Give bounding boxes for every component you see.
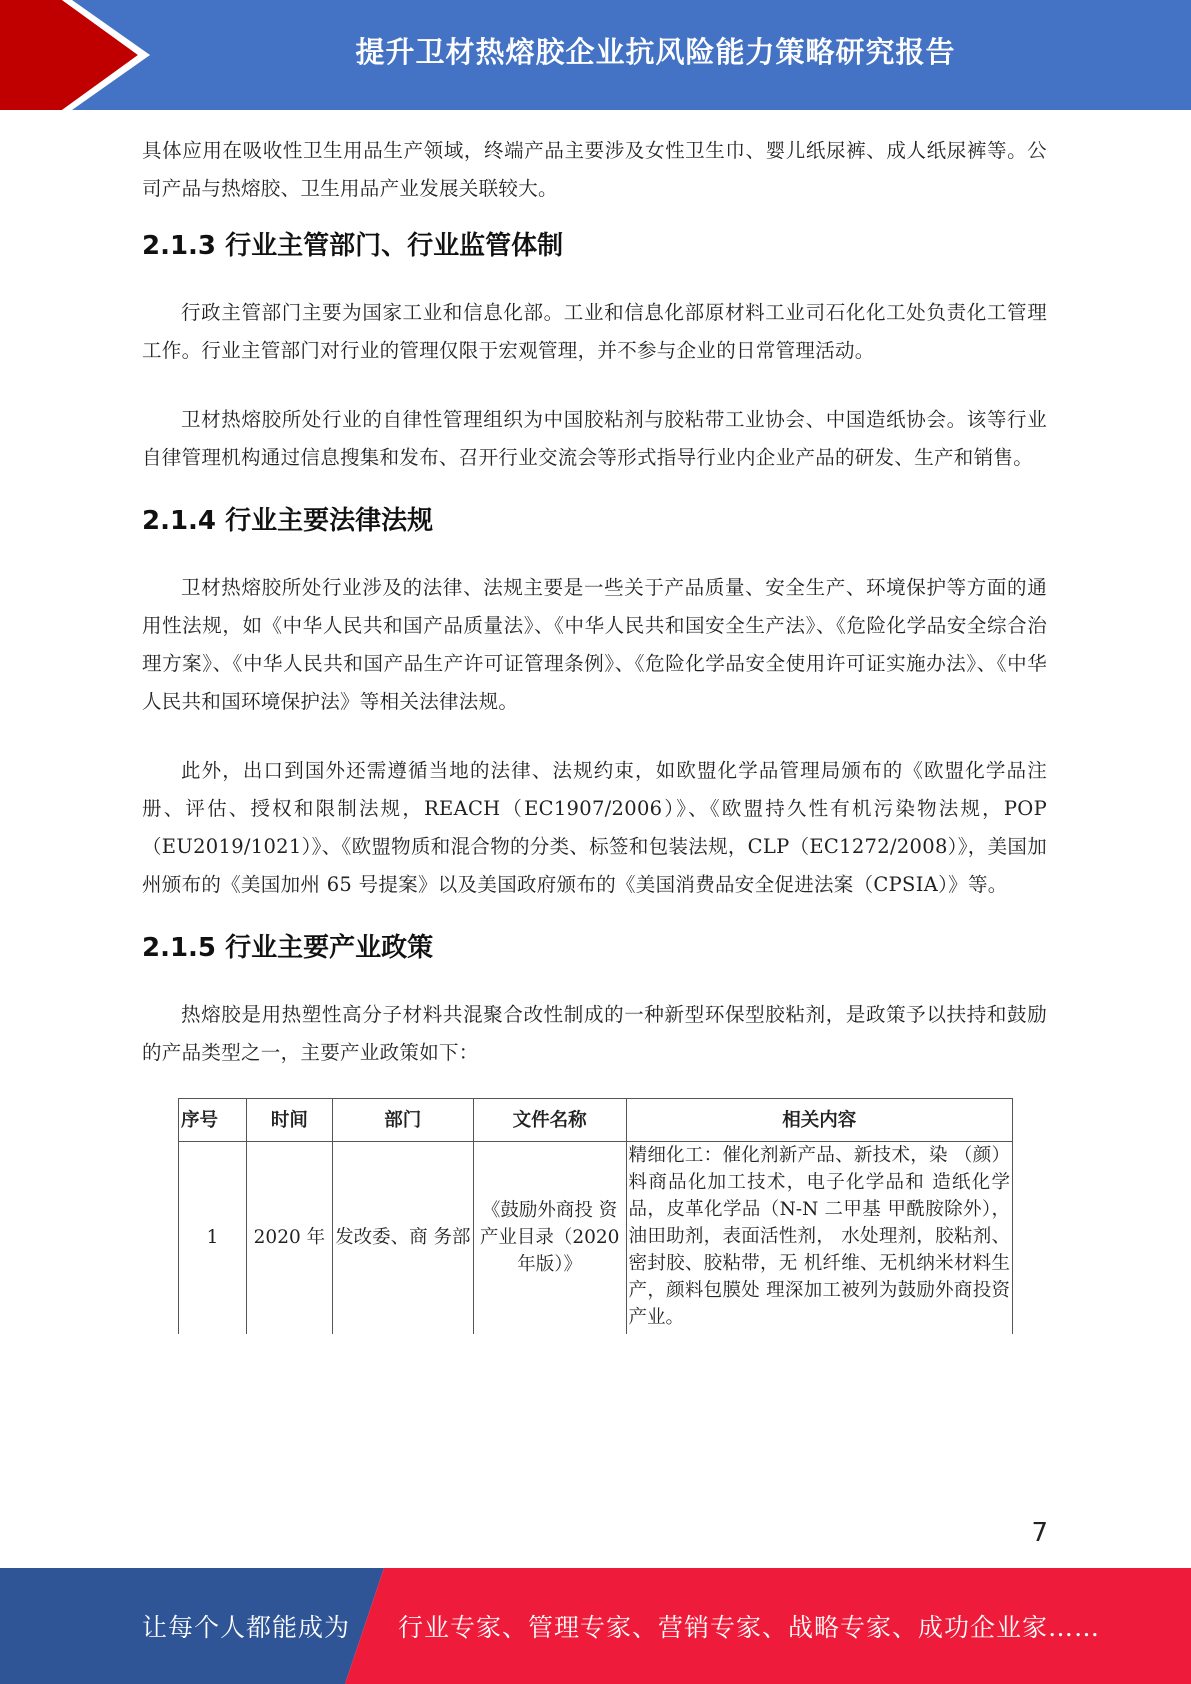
paragraph-intro: 具体应用在吸收性卫生用品生产领域，终端产品主要涉及女性卫生巾、婴儿纸尿裤、成人纸尿裤等。公司产品与热熔胶、卫生用品产业发展关联较大。 — [142, 139, 1047, 200]
cell-no: 1 — [179, 1142, 247, 1334]
column-header-content: 相关内容 — [626, 1099, 1012, 1142]
cell-time: 2020 年 — [246, 1142, 332, 1334]
table-header-row — [179, 1099, 1013, 1142]
page-number: 7 — [1031, 1518, 1048, 1548]
cell-content: 精细化工：催化剂新产品、新技术，染 （颜）料商品化加工技术，电子化学品和 造纸化学品，皮革化学品（N-N 二甲基 甲酰胺除外），油田助剂，表面活性剂， 水处理剂，胶粘剂、密封胶、胶粘带，无 机纤维、无机纳米材料生产，颜料包膜处 理深加工被列为鼓励外商投资产业。 — [626, 1142, 1012, 1334]
section-heading-2-1-3: 2.1.3 行业主管部门、行业监管体制 — [142, 231, 564, 261]
page-header — [0, 0, 1191, 110]
column-header-dept: 部门 — [332, 1099, 473, 1142]
section-heading-2-1-5: 2.1.5 行业主要产业政策 — [142, 933, 434, 963]
column-header-no: 序号 — [179, 1099, 247, 1142]
policy-table — [178, 1098, 1013, 1334]
page-footer — [0, 1568, 1191, 1684]
paragraph-2-1-3-regulator: 行政主管部门主要为国家工业和信息化部。工业和信息化部原材料工业司石化化工处负责化工管理工作。行业主管部门对行业的管理仅限于宏观管理，并不参与企业的日常管理活动。 — [142, 301, 1047, 362]
footer-slogan-right: 行业专家、管理专家、营销专家、战略专家、成功企业家…… — [398, 1613, 1101, 1642]
paragraph-2-1-5-policy: 热熔胶是用热塑性高分子材料共混聚合改性制成的一种新型环保型胶粘剂，是政策予以扶持和鼓励的产品类型之一，主要产业政策如下： — [142, 1003, 1047, 1064]
document-body — [142, 132, 1047, 1334]
paragraph-2-1-4-laws: 卫材热熔胶所处行业涉及的法律、法规主要是一些关于产品质量、安全生产、环境保护等方面的通用性法规，如《中华人民共和国产品质量法》、《中华人民共和国安全生产法》、《危险化学品安全综合治理方案》、《中华人民共和国产品生产许可证管理条例》、《危险化学品安全使用许可证实施办法》、《中华人民共和国环境保护法》等相关法律法规。 — [142, 576, 1047, 713]
paragraph-2-1-4-export: 此外，出口到国外还需遵循当地的法律、法规约束，如欧盟化学品管理局颁布的《欧盟化学品注册、评估、授权和限制法规，REACH（EC1907/2006）》、《欧盟持久性有机污染物法规，POP（EU2019/1021）》、《欧盟物质和混合物的分类、标签和包装法规，CLP（EC1272/2008）》，美国加州颁布的《美国加州 65 号提案》以及美国政府颁布的《美国消费品安全促进法案（CPSIA）》等。 — [142, 759, 1047, 896]
paragraph-2-1-3-self-regulation: 卫材热熔胶所处行业的自律性管理组织为中国胶粘剂与胶粘带工业协会、中国造纸协会。该等行业自律管理机构通过信息搜集和发布、召开行业交流会等形式指导行业内企业产品的研发、生产和销售。 — [142, 408, 1047, 469]
table-row — [179, 1142, 1013, 1334]
report-title: 提升卫材热熔胶企业抗风险能力策略研究报告 — [355, 34, 956, 69]
cell-dept: 发改委、商 务部 — [332, 1142, 473, 1334]
header-arrow-icon — [0, 0, 160, 110]
column-header-time: 时间 — [246, 1099, 332, 1142]
column-header-doc: 文件名称 — [473, 1099, 626, 1142]
section-heading-2-1-4: 2.1.4 行业主要法律法规 — [142, 506, 434, 536]
cell-doc: 《鼓励外商投 资产业目录（2020 年版）》 — [473, 1142, 626, 1334]
footer-slogan-left: 让每个人都能成为 — [142, 1613, 351, 1642]
